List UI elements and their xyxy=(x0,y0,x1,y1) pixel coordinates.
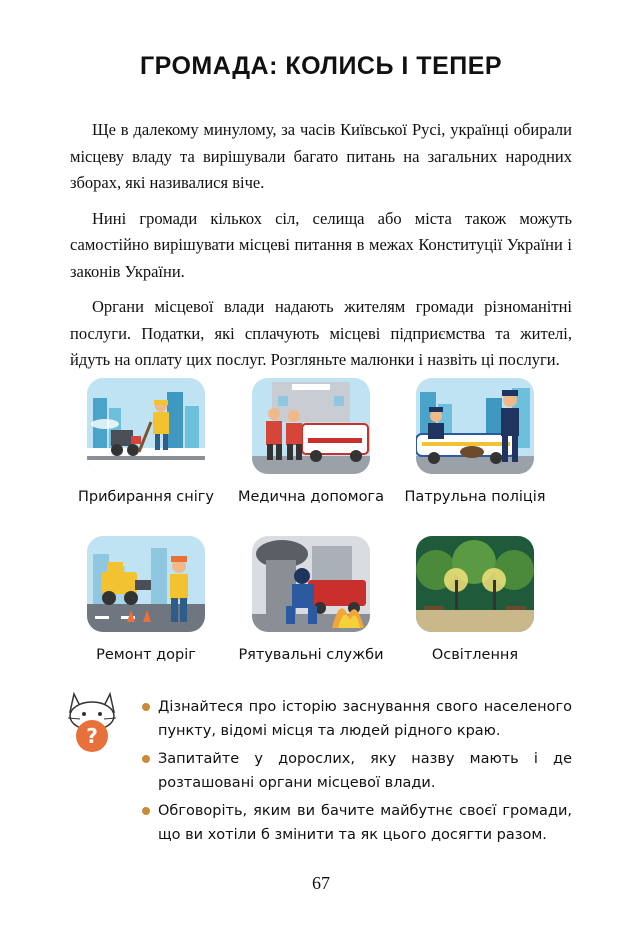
task-item xyxy=(140,695,572,743)
service-caption: Медична допомога xyxy=(238,489,384,505)
paragraph: Органи місцевої влади надають жителям громади різноманітні послуги. Податки, які сплачують місцеві підприємства та жителі, йдуть на оплату цих послуг. Розгляньте малюнки і назвіть ці послуги. xyxy=(70,297,572,369)
service-card-rescue xyxy=(236,536,386,663)
service-caption: Ремонт доріг xyxy=(96,647,196,663)
service-caption: Прибирання снігу xyxy=(78,489,214,505)
task-text: Обговоріть, яким ви бачите майбутнє своєї громади, що ви хотіли б змінити та як цього досягти разом. xyxy=(158,803,572,843)
road-repair-illustration xyxy=(87,536,205,632)
task-list xyxy=(140,695,572,851)
lighting-illustration xyxy=(416,536,534,632)
medical-help-illustration xyxy=(252,378,370,474)
service-caption: Патрульна поліція xyxy=(404,489,546,505)
task-text: Дізнайтеся про історію заснування свого населеного пункту, відомі місця та людей рідного краю. xyxy=(158,699,572,739)
task-item xyxy=(140,799,572,847)
page-title: ГРОМАДА: КОЛИСЬ І ТЕПЕР xyxy=(139,52,503,80)
service-card-lighting xyxy=(400,536,550,663)
cat-question-icon xyxy=(66,690,118,759)
task-item xyxy=(140,747,572,795)
paragraph: Нині громади кількох сіл, селища або міста також можуть самостійно вирішувати місцеві питання в межах Конституції України і законів України. xyxy=(70,208,572,281)
patrol-police-illustration xyxy=(416,378,534,474)
service-card-road xyxy=(71,536,221,663)
bullet-dot xyxy=(142,807,150,815)
service-card-police xyxy=(400,378,550,505)
svg-text:?: ? xyxy=(86,724,98,748)
paragraph: Ще в далекому минулому, за часів Київської Русі, українці обирали місцеву владу та вирішували багато питань на загальних народних зборах, які називалися віче. xyxy=(70,120,572,192)
bullet-dot xyxy=(142,703,150,711)
intro-text xyxy=(70,117,572,383)
service-card-medical xyxy=(236,378,386,505)
bullet-dot xyxy=(142,755,150,763)
snow-removal-illustration xyxy=(87,378,205,474)
service-caption: Освітлення xyxy=(431,647,519,663)
service-caption: Рятувальні служби xyxy=(238,647,384,663)
service-card-snow xyxy=(71,378,221,505)
rescue-services-illustration xyxy=(252,536,370,632)
task-text: Запитайте у дорослих, яку назву мають і де розташовані органи місцевої влади. xyxy=(158,751,572,791)
page-number: 67 xyxy=(312,873,330,893)
